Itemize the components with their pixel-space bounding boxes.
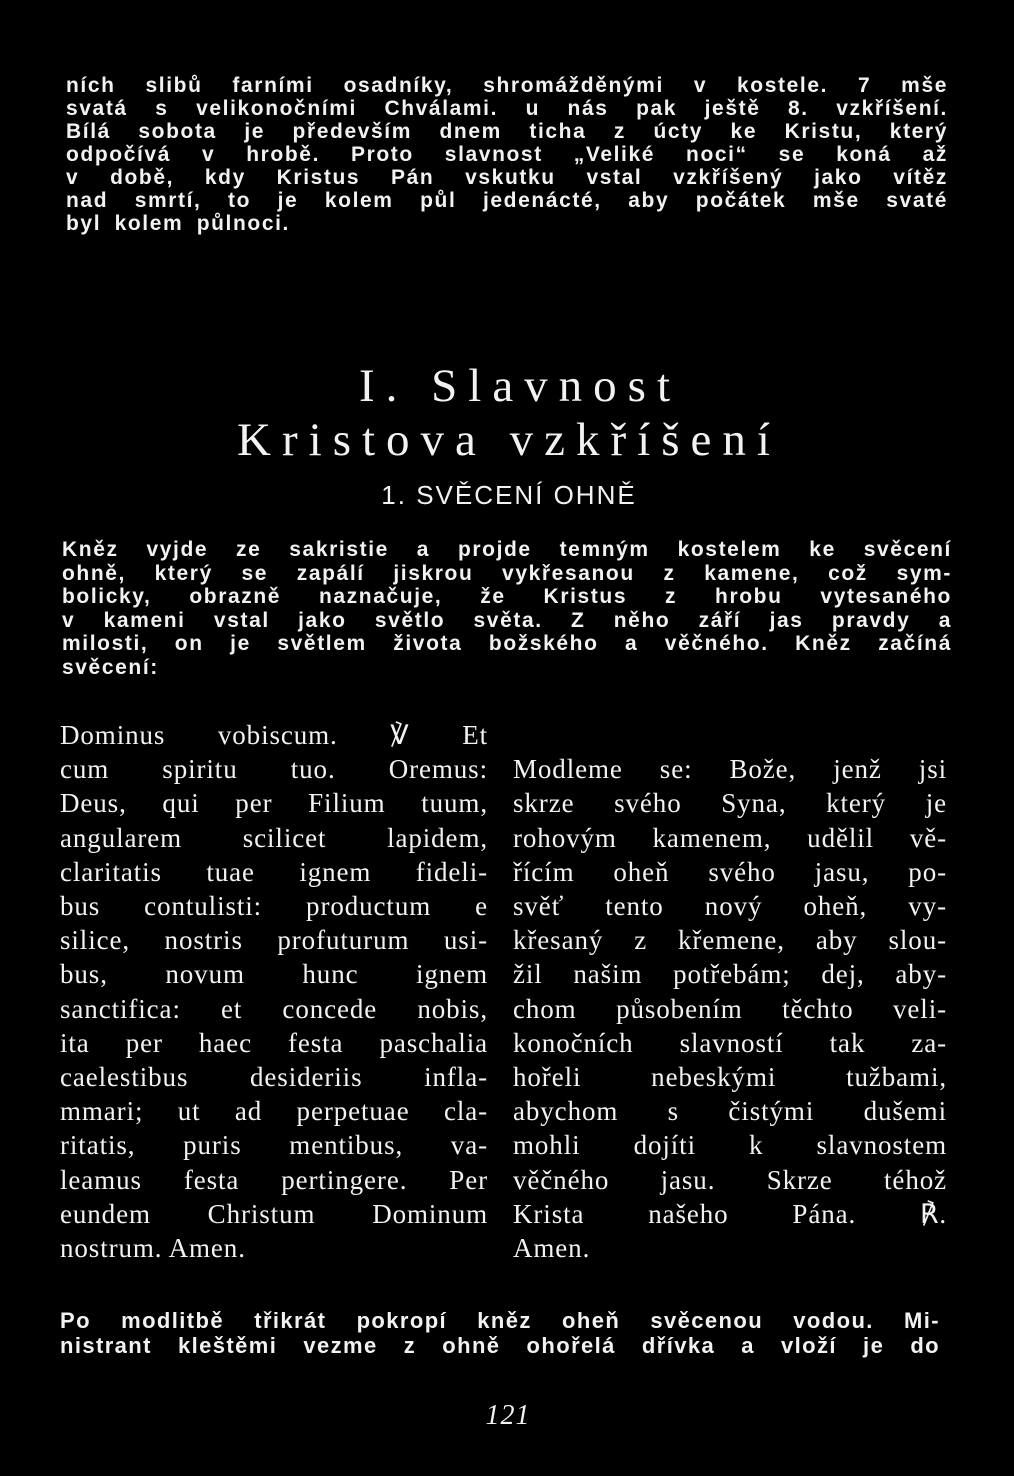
text-line: cum spiritu tuo. Oremus: [60,754,488,785]
text-line: křesaný z křemene, aby slou- [513,925,947,956]
text-line: konočních slavností tak za- [513,1027,947,1058]
closing-rubric [60,1308,940,1358]
text-line: řícím oheň svého jasu, po- [513,856,947,887]
text-line: leamus festa pertingere. Per [60,1164,488,1195]
latin-prayer-column [60,718,488,1265]
text-line: odpočívá v hrobě. Proto slavnost „Veliké noci“ se koná až [66,143,948,166]
text-line: milosti, on je světlem života božského a věčného. Kněz začíná [62,632,952,655]
text-line: v kameni vstal jako světlo světa. Z něho září jas pravdy a [62,608,952,632]
text-line: Bílá sobota je především dnem ticha z úcty ke Kristu, který [66,120,948,143]
czech-prayer-column [513,718,947,1265]
text-line: silice, nostris profuturum usi- [60,925,488,956]
text-line: Amen. [513,1233,591,1264]
text-line: svatá s velikonočními Chválami. u nás pak ještě 8. vzkříšení. [66,97,948,120]
page-number: 121 [485,1400,531,1431]
text-line: ritatis, puris mentibus, va- [60,1130,488,1161]
text-line: Po modlitbě třikrát pokropí kněz oheň svěcenou vodou. Mi- [60,1308,940,1333]
text-line: Kněz vyjde ze sakristie a projde temným kostelem ke svěcení [62,538,952,561]
text-line: nistrant kleštěmi vezme z ohně ohořelá dřívka a vloží je do [60,1333,940,1358]
text-line: skrze svého Syna, který je [513,788,947,819]
text-line: hořeli nebeskými tužbami, [513,1062,947,1093]
text-line: ních slibů farními osadníky, shromážděnými v kostele. 7 mše [66,74,948,97]
text-line: rohovým kamenem, udělil vě- [513,822,947,853]
section-heading: 1. SVĚCENÍ OHNĚ [381,480,637,510]
intro-paragraph [66,74,948,235]
rubric-paragraph [62,538,952,679]
text-line: svěcení: [62,655,159,679]
chapter-title-line-2: Kristova vzkříšení [237,414,781,466]
text-line: nostrum. Amen. [60,1233,246,1264]
text-line: chom působením těchto veli- [513,993,947,1024]
text-line: žil našim potřebám; dej, aby- [513,959,947,990]
text-line: bus, novum hunc ignem [60,959,488,990]
text-line: claritatis tuae ignem fideli- [60,856,488,887]
text-line: bolicky, obrazně naznačuje, že Kristus z hrobu vytesaného [62,585,952,608]
text-line: Deus, qui per Filium tuum, [60,788,488,819]
text-line: v době, kdy Kristus Pán vskutku vstal vzkříšený jako vítěz [66,166,948,189]
chapter-title-line-1: I. Slavnost [358,360,682,412]
text-line: angularem scilicet lapidem, [60,822,488,853]
text-line: byl kolem půlnoci. [66,212,290,235]
text-line: caelestibus desideriis infla- [60,1062,488,1093]
text-line: abychom s čistými dušemi [513,1096,947,1127]
text-line: svěť tento nový oheň, vy- [513,891,947,922]
text-line: věčného jasu. Skrze téhož [513,1164,947,1195]
text-line: Modleme se: Bože, jenž jsi [513,754,947,785]
text-line: Krista našeho Pána. ℟. [513,1198,947,1229]
text-line: nad smrtí, to je kolem půl jedenácté, aby počátek mše svaté [66,189,948,212]
text-line: mohli dojíti k slavnostem [513,1130,947,1161]
text-line: eundem Christum Dominum [60,1198,488,1229]
text-line: bus contulisti: productum e [60,891,488,922]
text-line: sanctifica: et concede nobis, [60,993,488,1024]
text-line [513,718,947,752]
text-line: Dominus vobiscum. ℣ Et [60,720,488,750]
text-line: mmari; ut ad perpetuae cla- [60,1096,488,1127]
text-line: ita per haec festa paschalia [60,1027,488,1058]
text-line: ohně, který se zapálí jiskrou vykřesanou z kamene, což sym- [62,561,952,585]
